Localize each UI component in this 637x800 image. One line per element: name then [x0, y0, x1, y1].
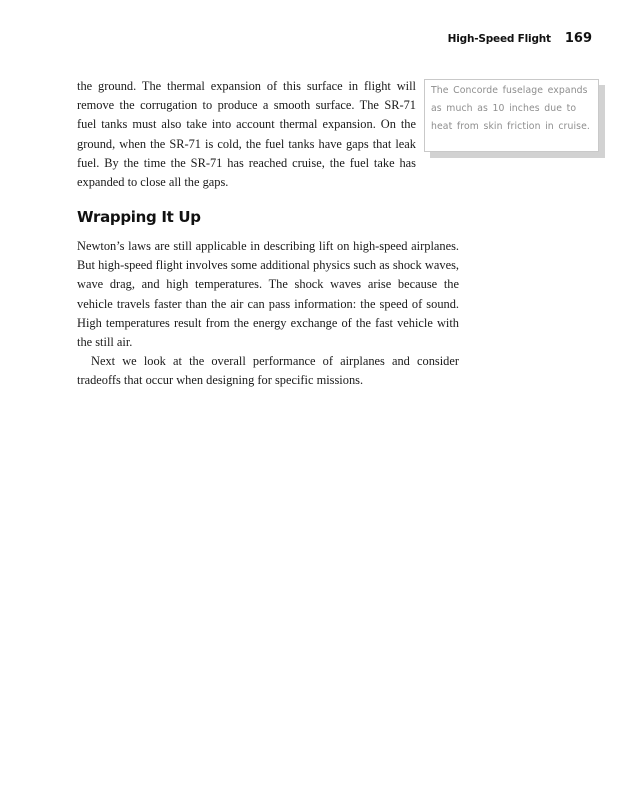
margin-note-text: The Concorde fuselage expands as much as 10 inches due to heat from skin friction in cruise.: [431, 85, 590, 133]
body-text-section: [77, 237, 459, 391]
paragraph-continued: the ground. The thermal expansion of this surface in flight will remove the corrugation to produce a smooth surface. The SR-71 fuel tanks must also take into account thermal expansion. On the ground, when the SR-71 is cold, the fuel tanks have gaps that leak fuel. By the time the SR-71 has reached cruise, the fuel take has expanded to close all the gaps.: [77, 79, 416, 190]
paragraph-summary: Newton’s laws are still applicable in describing lift on high-speed airplanes. But high-speed flight involves some additional physics such as shock waves, wave drag, and high temperatures. The shock waves arise because the vehicle travels faster than the air can pass information: the speed of sound. High temperatures result from the energy exchange of the fast vehicle with the still air.: [77, 239, 459, 350]
margin-note: [424, 79, 599, 152]
running-head: [448, 31, 592, 46]
paragraph-next: Next we look at the overall performance of airplanes and consider tradeoffs that occur when designing for specific missions.: [77, 354, 459, 388]
section-heading: Wrapping It Up: [77, 208, 201, 226]
body-text-top: [77, 77, 416, 192]
page-number: 169: [564, 31, 592, 46]
running-head-title: High-Speed Flight: [447, 33, 551, 45]
